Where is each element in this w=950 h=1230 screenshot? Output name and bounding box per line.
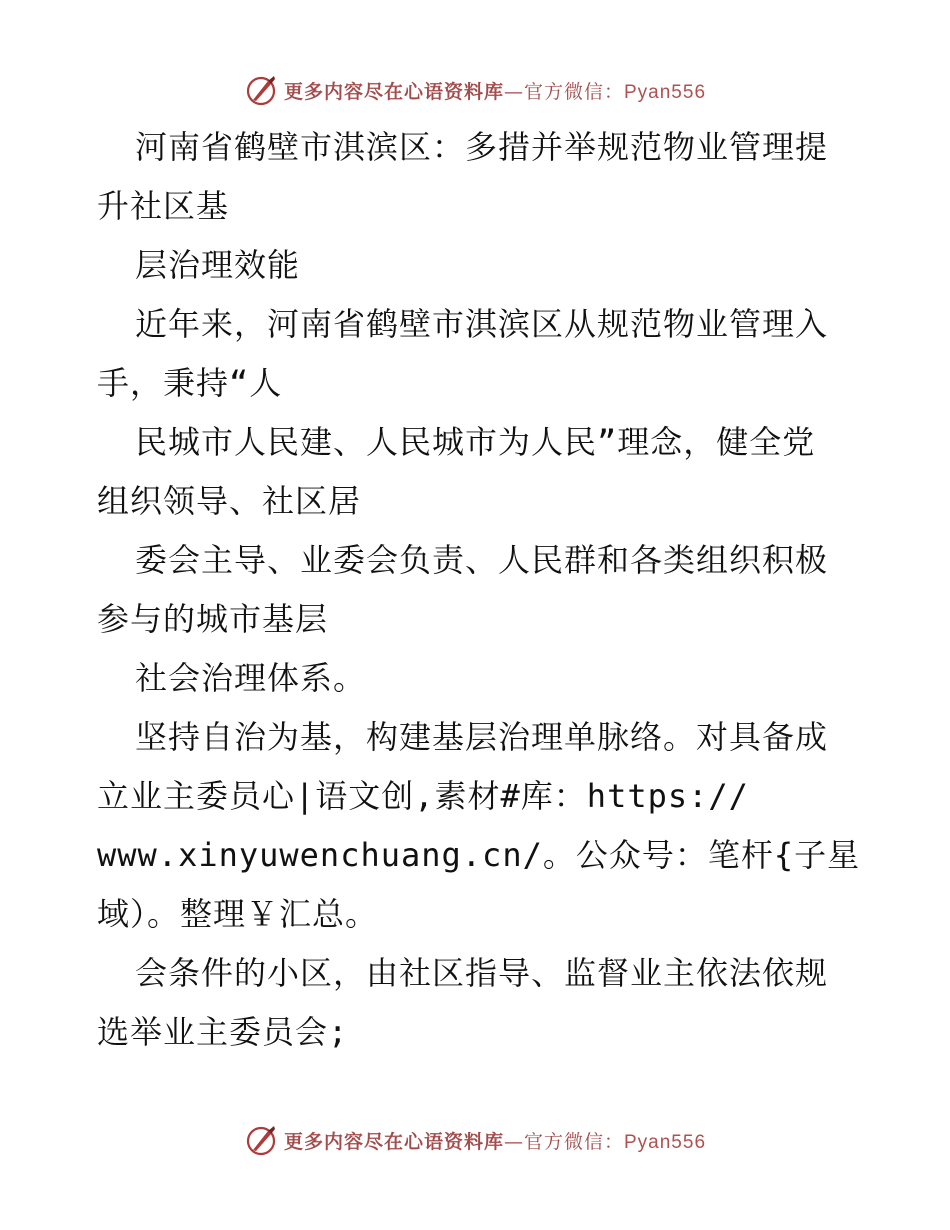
text-line: 域）。整理￥汇总。 bbox=[97, 895, 379, 933]
text-line: www.xinyuwenchuang.cn/。公众号：笔杆{子星 bbox=[97, 836, 861, 874]
footer-watermark bbox=[0, 1120, 950, 1160]
text-line: 升社区基 bbox=[97, 187, 230, 225]
text-line: 民城市人民建、人民城市为人民”理念，健全党 bbox=[135, 423, 816, 461]
watermark-brand: 更多内容尽在心语资料库 bbox=[283, 1130, 504, 1153]
text-line: 组织领导、社区居 bbox=[97, 482, 362, 520]
text-line: 立业主委员心|语文创,素材#库：https:// bbox=[97, 777, 749, 815]
quill-pen-logo-icon bbox=[244, 1123, 278, 1157]
text-line: 社会治理体系。 bbox=[135, 659, 367, 697]
text-line: 选举业主委员会; bbox=[97, 1013, 349, 1051]
text-line: 参与的城市基层 bbox=[97, 600, 329, 638]
text-line: 会条件的小区，由社区指导、监督业主依法依规 bbox=[135, 954, 829, 992]
quill-pen-logo-icon bbox=[244, 73, 278, 107]
watermark-label: 官方微信： bbox=[523, 80, 624, 103]
header-watermark bbox=[0, 70, 950, 110]
text-line: 坚持自治为基，构建基层治理单脉络。对具备成 bbox=[135, 718, 829, 756]
document-body bbox=[97, 118, 861, 1062]
watermark-brand: 更多内容尽在心语资料库 bbox=[283, 80, 504, 103]
text-line: 手，秉持“人 bbox=[97, 364, 283, 402]
watermark-wechat-id: Pyan556 bbox=[624, 1131, 707, 1153]
text-line: 河南省鹤壁市淇滨区：多措并举规范物业管理提 bbox=[135, 128, 829, 166]
text-line: 近年来，河南省鹤壁市淇滨区从规范物业管理入 bbox=[135, 305, 829, 343]
text-line: 层治理效能 bbox=[135, 246, 301, 284]
watermark-label: 官方微信： bbox=[523, 1130, 624, 1153]
text-line: 委会主导、业委会负责、人民群和各类组织积极 bbox=[135, 541, 829, 579]
watermark-dash: — bbox=[503, 80, 524, 103]
watermark-wechat-id: Pyan556 bbox=[624, 81, 707, 103]
watermark-dash: — bbox=[503, 1130, 524, 1153]
